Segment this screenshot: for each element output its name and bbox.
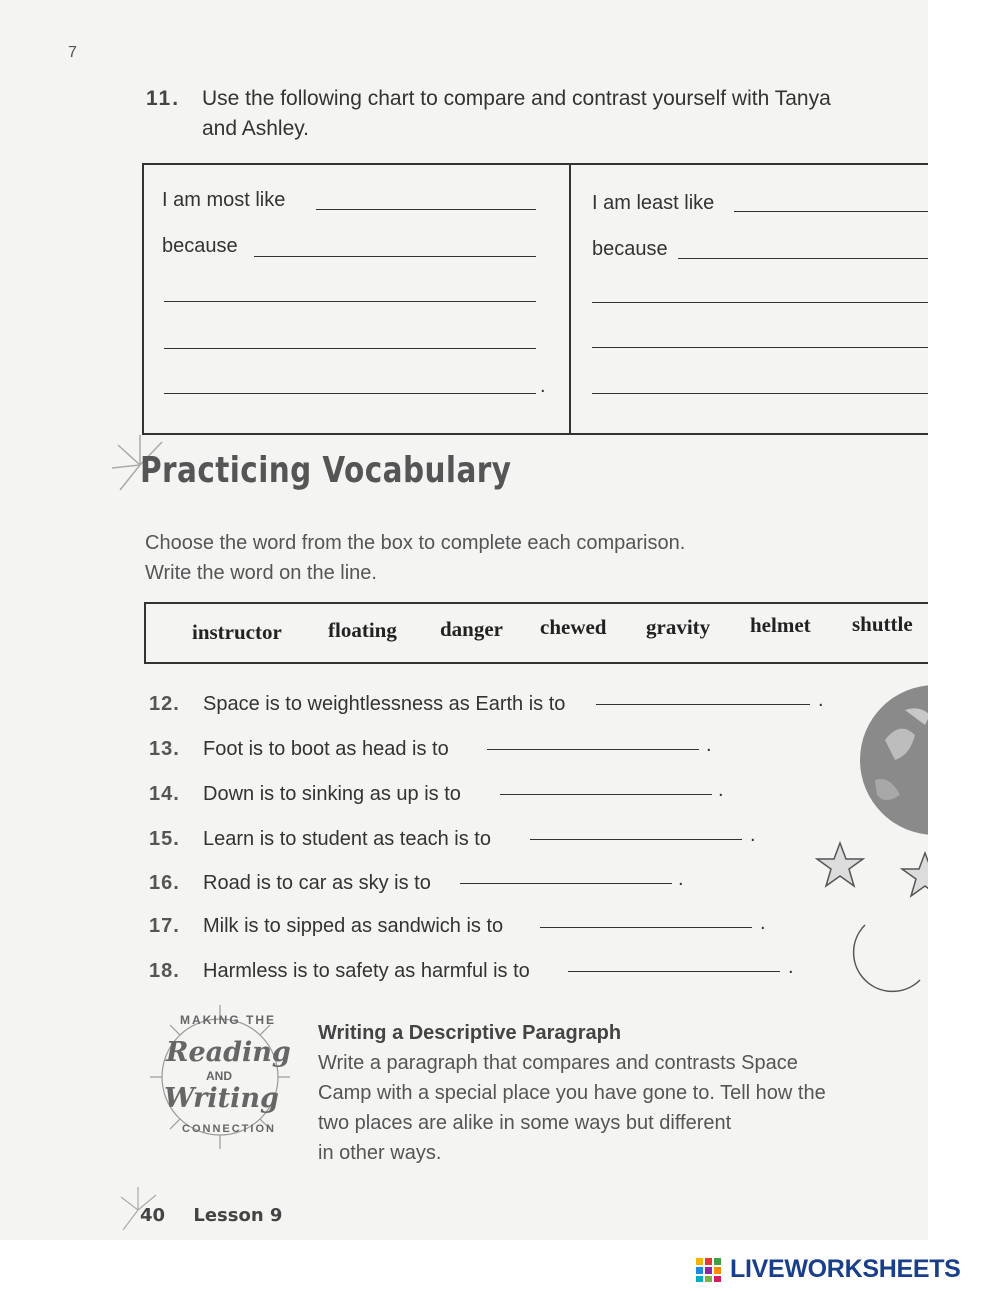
instruction-line: Choose the word from the box to complete each comparison. <box>145 532 686 554</box>
least-like-answer-line[interactable] <box>734 211 928 212</box>
corner-mark: 7 <box>68 44 77 61</box>
left-period: . <box>540 375 546 397</box>
question-number: 12. <box>149 693 180 715</box>
question-text: Use the following chart to compare and contrast yourself with Tanya and Ashley. <box>202 87 831 140</box>
logo-writing-text: Writing <box>164 1083 279 1114</box>
answer-period: . <box>818 689 824 711</box>
logo-bottom-text: CONNECTION <box>182 1123 276 1135</box>
most-like-label: I am most like <box>162 189 286 211</box>
question-text: Milk is to sipped as sandwich is to <box>203 915 504 937</box>
word-box-item: danger <box>440 617 503 641</box>
answer-line-14[interactable] <box>500 794 712 795</box>
question-text: Foot is to boot as head is to <box>203 738 449 760</box>
left-because-label: because <box>162 235 238 257</box>
writing-section <box>318 1018 898 1168</box>
star-icon <box>815 840 865 890</box>
answer-line-16[interactable] <box>460 883 672 884</box>
writing-line: Camp with a special place you have gone to. Tell how the <box>318 1082 826 1104</box>
question-number: 14. <box>149 783 180 805</box>
brand-name: LIVEWORKSHEETS <box>730 1255 961 1283</box>
answer-line-17[interactable] <box>540 927 752 928</box>
compare-chart <box>142 163 928 435</box>
answer-period: . <box>788 956 794 978</box>
right-answer-line[interactable] <box>592 302 928 303</box>
logo-and-text: AND <box>206 1069 232 1083</box>
question-number: 18. <box>149 960 180 982</box>
least-like-label: I am least like <box>592 192 715 214</box>
question-text: Harmless is to safety as harmful is to <box>203 960 530 982</box>
right-answer-line[interactable] <box>592 393 928 394</box>
planet-icon <box>855 680 928 840</box>
right-because-label: because <box>592 238 668 260</box>
answer-line-12[interactable] <box>596 704 810 705</box>
answer-period: . <box>750 824 756 846</box>
right-because-answer-line[interactable] <box>678 258 928 259</box>
writing-line: Write a paragraph that compares and contrasts Space <box>318 1052 798 1074</box>
word-box-item: gravity <box>646 615 711 639</box>
section-title: Practicing Vocabulary <box>140 450 512 491</box>
chart-divider <box>569 165 571 433</box>
reading-writing-connection-logo <box>150 1005 300 1150</box>
word-box-item: floating <box>328 618 397 642</box>
star-icon <box>900 850 928 900</box>
lesson-label: Lesson 9 <box>193 1205 283 1226</box>
question-text: Space is to weightlessness as Earth is to <box>203 693 566 715</box>
word-box-item: helmet <box>750 613 811 637</box>
left-answer-line[interactable] <box>164 301 536 302</box>
question-text: Down is to sinking as up is to <box>203 783 461 805</box>
instruction-line: Write the word on the line. <box>145 562 377 584</box>
page-footer <box>140 1205 282 1226</box>
writing-line: in other ways. <box>318 1142 442 1164</box>
page-number: 40 <box>140 1205 166 1226</box>
answer-line-18[interactable] <box>568 971 780 972</box>
question-number: 15. <box>149 828 180 850</box>
logo-top-text: MAKING THE <box>180 1013 276 1027</box>
logo-reading-text: Reading <box>166 1037 291 1068</box>
left-answer-line[interactable] <box>164 393 536 394</box>
answer-period: . <box>678 868 684 890</box>
writing-line: two places are alike in some ways but different <box>318 1112 732 1134</box>
question-text: Learn is to student as teach is to <box>203 828 491 850</box>
instructions <box>145 528 685 588</box>
question-number: 13. <box>149 738 180 760</box>
most-like-answer-line[interactable] <box>316 209 536 210</box>
word-box <box>144 602 928 664</box>
right-answer-line[interactable] <box>592 347 928 348</box>
answer-line-15[interactable] <box>530 839 742 840</box>
moon-icon <box>825 920 925 1000</box>
question-number: 16. <box>149 872 180 894</box>
answer-period: . <box>718 779 724 801</box>
word-box-item: chewed <box>540 615 607 639</box>
question-number: 17. <box>149 915 180 937</box>
left-answer-line[interactable] <box>164 348 536 349</box>
answer-line-13[interactable] <box>487 749 699 750</box>
brand-grid-icon <box>696 1258 722 1282</box>
question-text: Road is to car as sky is to <box>203 872 431 894</box>
question-number: 11. <box>146 87 181 110</box>
word-box-item: instructor <box>192 620 282 644</box>
left-because-answer-line[interactable] <box>254 256 536 257</box>
writing-title: Writing a Descriptive Paragraph <box>318 1022 622 1044</box>
answer-period: . <box>706 734 712 756</box>
word-box-item: shuttle <box>852 612 913 636</box>
answer-period: . <box>760 912 766 934</box>
